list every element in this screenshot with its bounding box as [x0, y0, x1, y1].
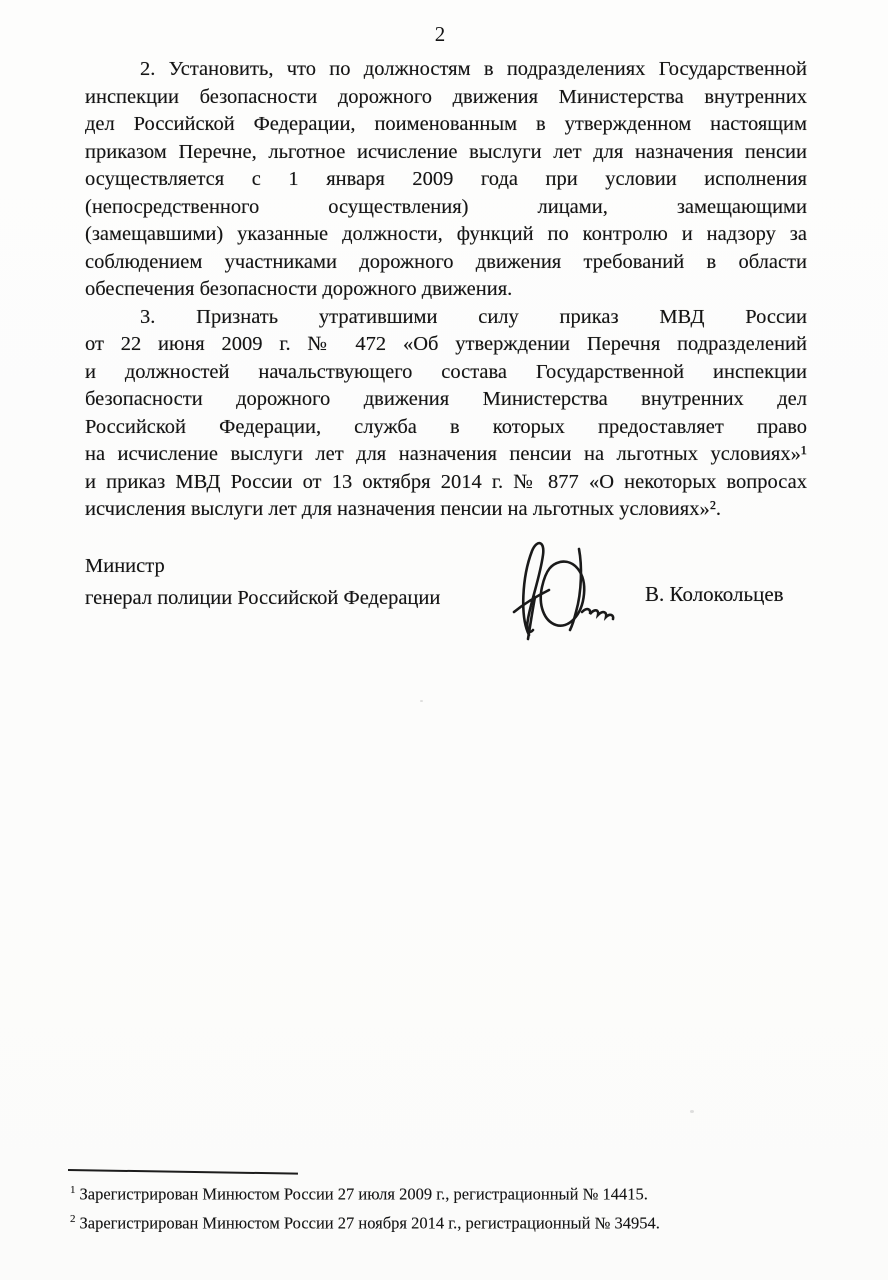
paragraph-3-line: и приказ МВД России от 13 октября 2014 г. № 877 «О некоторых вопросах [85, 470, 807, 493]
paragraph-2-line: осуществляется с 1 января 2009 года при условии исполнения [85, 168, 807, 190]
footnote-separator [68, 1169, 298, 1175]
paragraph-2-line: 2. Установить, что по должностям в подразделениях Государственной [140, 58, 807, 80]
paragraph-2-line: приказом Перечне, льготное исчисление выслуги лет для назначения пенсии [85, 140, 807, 163]
paragraph-3-line: на исчисление выслуги лет для назначения пенсии на льготных условиях»¹ [85, 443, 807, 465]
paragraph-3 [85, 304, 807, 524]
paragraph-2-line: инспекции безопасности дорожного движения Министерства внутренних [85, 85, 807, 108]
footnote [70, 1207, 770, 1236]
paragraph-3-line: Российской Федерации, служба в которых предоставляет право [85, 415, 807, 438]
paragraph-2-line: дел Российской Федерации, поименованным в утвержденном настоящим [85, 113, 807, 135]
paragraph-3-line: безопасности дорожного движения Министерства внутренних дел [85, 388, 807, 410]
paragraph-3-line: от 22 июня 2009 г. № 472 «Об утверждении Перечня подразделений [85, 333, 807, 355]
footnote [70, 1178, 770, 1207]
paragraph-2-line: (замещавшими) указанные должности, функций по контролю и надзору за [85, 223, 807, 245]
signature-title-line: Министр [85, 555, 165, 577]
paragraph-2-line: (непосредственного осуществления) лицами, замещающими [85, 195, 807, 218]
paragraph-2-line: обеспечения безопасности дорожного движения. [85, 278, 513, 300]
paragraph-2 [85, 56, 807, 304]
paragraph-2-line: соблюдением участниками дорожного движения требований в области [85, 250, 807, 273]
paragraph-3-line: и должностей начальствующего состава Государственной инспекции [85, 360, 807, 383]
paragraph-3-line: 3. Признать утратившими силу приказ МВД России [140, 305, 807, 328]
signature-title [85, 551, 440, 614]
footnote-marker: 1 [70, 1184, 76, 1196]
signee-name: В. Колокольцев [645, 582, 784, 606]
footnote-text: Зарегистрирован Минюстом России 27 июля 2009 г., регистрационный № 14415. [79, 1184, 648, 1204]
document-body [85, 56, 807, 524]
footnotes [70, 1178, 770, 1236]
scan-speck [690, 1110, 694, 1113]
footnote-text: Зарегистрирован Минюстом России 27 ноября 2014 г., регистрационный № 34954. [79, 1213, 660, 1233]
footnote-marker: 2 [70, 1213, 76, 1225]
page-number: 2 [434, 22, 446, 46]
handwritten-signature-icon [502, 539, 620, 641]
paragraph-3-line: исчисления выслуги лет для назначения пенсии на льготных условиях»². [85, 498, 721, 520]
scan-speck [420, 700, 423, 702]
signature-title-line: генерал полиции Российской Федерации [85, 586, 441, 609]
